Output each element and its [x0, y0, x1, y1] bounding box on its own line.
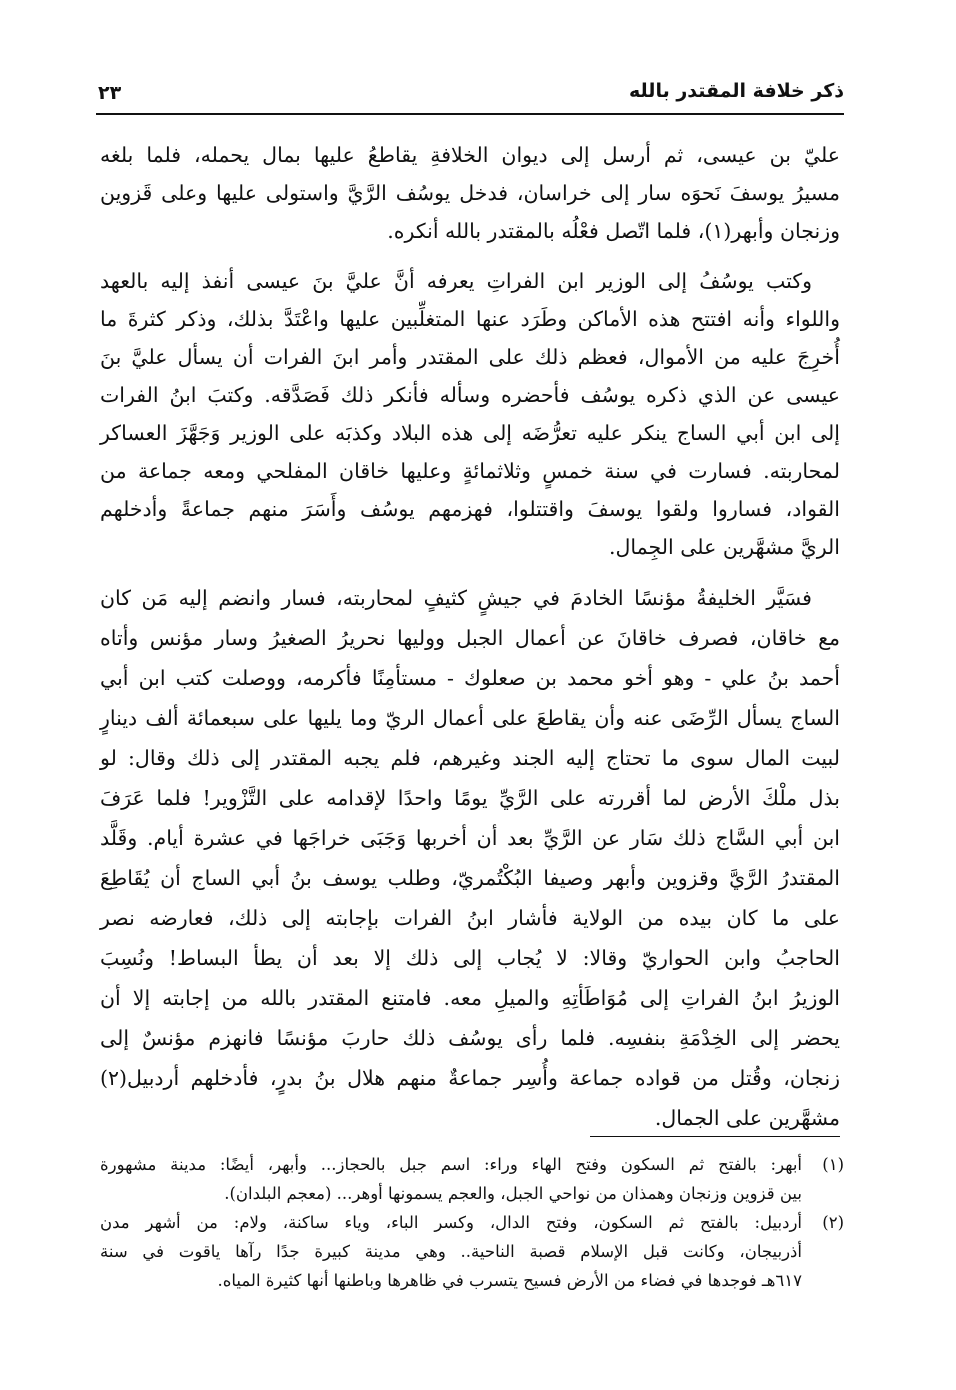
text-line: مسيرُ يوسفَ نَحوَه سار إلى خراسان، فدخل يوسُف الرَّيَّ واستولى عليها وعلى قَزوين: [100, 181, 840, 205]
text-line: المقتدرُ الرَّيَّ وقزوين وأبهر وصيفا البُكْتُمريّ، وطلب يوسف بنُ أبي الساج أن يُقَاطِعَ: [100, 866, 840, 890]
paragraph: [100, 262, 840, 566]
text-line: وزنجان وأبهر(١)، فلما اتّصل فعْلُه بالمقتدر بالله أنكره.: [387, 219, 840, 243]
text-line: عليّ بن عيسى، ثم أرسل إلى ديوان الخلافةِ يقاطعُ عليها بمال يحمله، فلما بلغه: [100, 143, 840, 167]
text-line: مشهَّرين على الجمال.: [654, 1106, 840, 1130]
page-header: [98, 80, 844, 110]
footnote: [100, 1208, 844, 1295]
footnote-line: بين قزوين وزنجان وهمذان من نواحي الجبل، والعجم يسمونها أوهر... (معجم البلدان).: [224, 1184, 802, 1203]
paragraph: [100, 578, 840, 1138]
text-line: زنجان، وقُتل من قواده جماعة وأُسِر جماعةٌ منهم هلال بنُ بدرٍ، فأدخلهم أردبيل(٢): [100, 1066, 840, 1090]
text-line: القواد، فساروا ولقوا يوسفَ واقتتلوا، فهزمهم يوسُف وأَسَرَ منهم جماعةً وأدخلهم: [100, 497, 840, 521]
text-line: يحضر إلى الخِدْمَةِ بنفسِه. فلما رأى يوسُف ذلك حاربَ مؤنسًا فانهزم مؤنسٌ إلى: [100, 1026, 840, 1050]
text-line: فسَيَّر الخليفةُ مؤنسًا الخادمَ في جيشٍ كثيفٍ لمحاربته، فسار وانضم إليه مَن كان: [100, 586, 812, 610]
footnote-number: (٢): [822, 1213, 844, 1232]
footnote-line: ٦١٧هـ فوجدها في فضاء من الأرض فسيح يتسرب في ظاهرها وباطنها أنها كثيرة المياه.: [217, 1271, 802, 1290]
text-line: الريَّ مشهَّرين على الجِمال.: [609, 535, 840, 559]
text-line: عيسى عن الذي ذكره يوسُف فأحضره وسأله فأنكر ذلك فَصَدَّقه. وكتبَ ابنُ الفرات: [100, 383, 840, 407]
header-divider: [96, 113, 844, 115]
text-line: إلى ابن أبي الساج ينكر عليه تعرُّضَه إلى هذه البلاد وكذبَه على الوزير وَجَهَّزَ العساكر: [100, 421, 840, 445]
text-line: لبيت المال سوى ما تحتاج إليه الجند وغيرهم، فلم يجبه المقتدر إلى ذلك وقال: لو: [100, 746, 840, 770]
main-text: [100, 136, 840, 1138]
text-line: ابن أبي السَّاج ذلك سَار عن الرَّيِّ بعد أن أخربها وَجَبَى خراجَها في عشرة أيام. وقَلَّد: [100, 826, 840, 850]
footnote-divider: [590, 1136, 840, 1137]
text-line: على ما كان بيده من الولاية فأشار ابنُ الفرات بإجابته إلى ذلك، فعارضه نصر: [100, 906, 840, 930]
footnote-line: أردبيل: بالفتح ثم السكون، وفتح الدال، وكسر الباء، وياء ساكنة، ولام: من أشهر مدن: [100, 1213, 802, 1232]
text-line: وكتب يوسُفُ إلى الوزير ابن الفراتِ يعرفه أنَّ عليَّ بنَ عيسى أنفذ إليه بالعهد: [100, 269, 812, 293]
text-line: واللواء وأنه افتتح هذه الأماكن وطَرَد عنها المتغلِّبين عليها واعْتَدَّ بذلك، وذكر كثرةَ ما: [100, 307, 840, 331]
text-line: الحاجبُ وابن الحواريّ وقالا: لا يُجاب إلى ذلك إلا بعد أن يطأ البساط! ونُسِبَ: [100, 946, 840, 970]
paragraph: [100, 136, 840, 250]
footnotes: [100, 1150, 844, 1295]
footnote-line: أذربيجان، وكانت قبل الإسلام قصبة الناحية.. وهي مدينة كبيرة جدًا رآها ياقوت في سنة: [100, 1242, 802, 1261]
text-line: لمحاربته. فسارت في سنة خمسٍ وثلاثمائةٍ وعليها خاقان المفلحي ومعه جماعة من: [100, 459, 840, 483]
footnote-number: (١): [822, 1155, 844, 1174]
footnote: [100, 1150, 844, 1208]
running-title: ذكر خلافة المقتدر بالله: [629, 80, 844, 102]
page-number: ٢٣: [98, 82, 122, 104]
text-line: أحمد بنُ علي - وهو أخو محمد بن صعلوك - مستأمِنًا فأكرمه، ووصلت كتب ابن أبي: [100, 666, 840, 690]
text-line: مع خاقان، فصرف خاقانَ عن أعمال الجبل ووليها نحريرُ الصغيرُ وسار مؤنس وأتاه: [100, 626, 840, 650]
text-line: الساج يسأل الرِّضَى عنه وأن يقاطعَ على أعمال الريّ وما يليها على سبعمائة ألف دينارٍ: [100, 706, 840, 730]
text-line: بذل ملْكَ الأرض لما أقررته على الرَّيِّ يومًا واحدًا لإقدامه على التَّزْوير! فلما عَرَفَ: [100, 786, 840, 810]
text-line: الوزيرُ ابنُ الفراتِ إلى مُوَاطَأتِهِ والميلِ معه. فامتنع المقتدر بالله من إجابته إلا أن: [100, 986, 840, 1010]
text-line: أُخرِجَ عليه من الأموال، فعظم ذلك على المقتدر وأمر ابنَ الفرات أن يسأل عليَّ بنَ: [100, 345, 840, 369]
footnote-line: أبهر: بالفتح ثم السكون وفتح الهاء وراء: اسم جبل بالحجاز... وأبهر، أيضًا: مدينة مشهورة: [100, 1155, 802, 1174]
